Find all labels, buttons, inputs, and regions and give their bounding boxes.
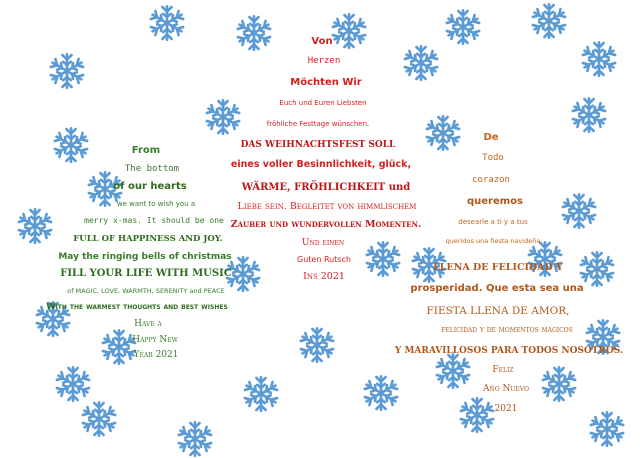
german-line: WÄRME, FRÖHLICHKEIT und xyxy=(241,182,411,193)
english-line: Happy New xyxy=(132,335,178,345)
spanish-line: felicidad y de momentos mágicos xyxy=(441,325,573,335)
snowflake-icon xyxy=(235,14,273,52)
german-line: eines voller Besinnlichkeit, glück, xyxy=(230,159,412,170)
snowflake-icon xyxy=(434,352,472,390)
snowflake-icon xyxy=(364,240,402,278)
english-line: FILL YOUR LIFE WITH MUSIC xyxy=(60,268,232,279)
german-line: Euch und Euren Liebsten xyxy=(279,99,367,107)
spanish-line: desearle a ti y a tus xyxy=(458,218,528,226)
english-line: of MAGIC, LOVE, WARMTH, SERENITY and PEACE xyxy=(67,287,225,295)
snowflake-icon xyxy=(560,192,598,230)
english-line: of our hearts xyxy=(113,181,187,192)
german-line: Liebe sein. Begleitet von himmlischem xyxy=(237,201,417,212)
german-line: Und einen xyxy=(301,238,345,248)
snowflake-icon xyxy=(330,12,368,50)
english-line: Year 2021 xyxy=(133,350,179,360)
german-line: Möchten Wir xyxy=(290,77,362,88)
spanish-line: Todo xyxy=(482,153,504,163)
snowflake-icon xyxy=(16,207,54,245)
english-line: we want to wish you a xyxy=(116,200,196,208)
snowflake-icon xyxy=(402,44,440,82)
spanish-line: Y MARAVILLOSOS PARA TODOS NOSOTROS. xyxy=(394,346,624,356)
english-line: The bottom xyxy=(124,164,180,174)
snowflake-icon xyxy=(578,250,616,288)
english-line: Have a xyxy=(134,319,162,329)
spanish-line: LLENA DE FELICIDAD Y xyxy=(433,262,563,273)
snowflake-icon xyxy=(580,40,618,78)
spanish-line: corazon xyxy=(472,175,510,185)
spanish-line: prosperidad. Que esta sea una xyxy=(410,283,584,294)
snowflake-icon xyxy=(80,400,118,438)
english-line: FULL OF HAPPINESS AND JOY. xyxy=(73,234,223,244)
snowflake-icon xyxy=(52,126,90,164)
snowflake-icon xyxy=(530,2,568,40)
snowflake-icon xyxy=(176,420,214,458)
snowflake-icon xyxy=(588,410,626,448)
english-line: May the ringing bells of christmas xyxy=(58,252,232,262)
snowflake-icon xyxy=(48,52,86,90)
german-line: Von xyxy=(311,36,333,47)
spanish-line: Año Nuevo xyxy=(483,384,529,394)
spanish-line: FIESTA LLENA DE AMOR, xyxy=(426,305,570,317)
spanish-line: De xyxy=(483,132,499,143)
snowflake-icon xyxy=(458,396,496,434)
snowflake-icon xyxy=(100,328,138,366)
snowflake-icon xyxy=(540,365,578,403)
spanish-line: queremos xyxy=(466,196,524,207)
snowflake-icon xyxy=(362,374,400,412)
spanish-line: queridos una fiesta navideña xyxy=(445,237,541,245)
german-line: Guten Rutsch xyxy=(297,255,351,264)
german-line: fröhliche Festtage wünschen. xyxy=(266,120,370,128)
snowflake-icon xyxy=(298,326,336,364)
english-line: merry x-mas. It should be one xyxy=(84,216,224,225)
snowflake-icon xyxy=(242,375,280,413)
german-line: Herzen xyxy=(307,56,341,66)
snowflake-icon xyxy=(54,365,92,403)
spanish-line: 2021 xyxy=(494,404,518,414)
snowflake-icon xyxy=(148,4,186,42)
spanish-line: Feliz xyxy=(492,365,514,375)
snowflake-icon xyxy=(444,8,482,46)
snowflake-icon xyxy=(570,96,608,134)
snowflake-icon xyxy=(204,98,242,136)
snowflake-icon xyxy=(424,114,462,152)
german-line: Ins 2021 xyxy=(303,271,345,282)
german-line: Zauber und wundervollen Momenten. xyxy=(230,219,422,230)
english-line: With the warmest thoughts and best wishes xyxy=(46,302,228,312)
english-line: From xyxy=(131,145,161,156)
german-line: DAS WEIHNACHTSFEST SOLL xyxy=(240,140,396,150)
